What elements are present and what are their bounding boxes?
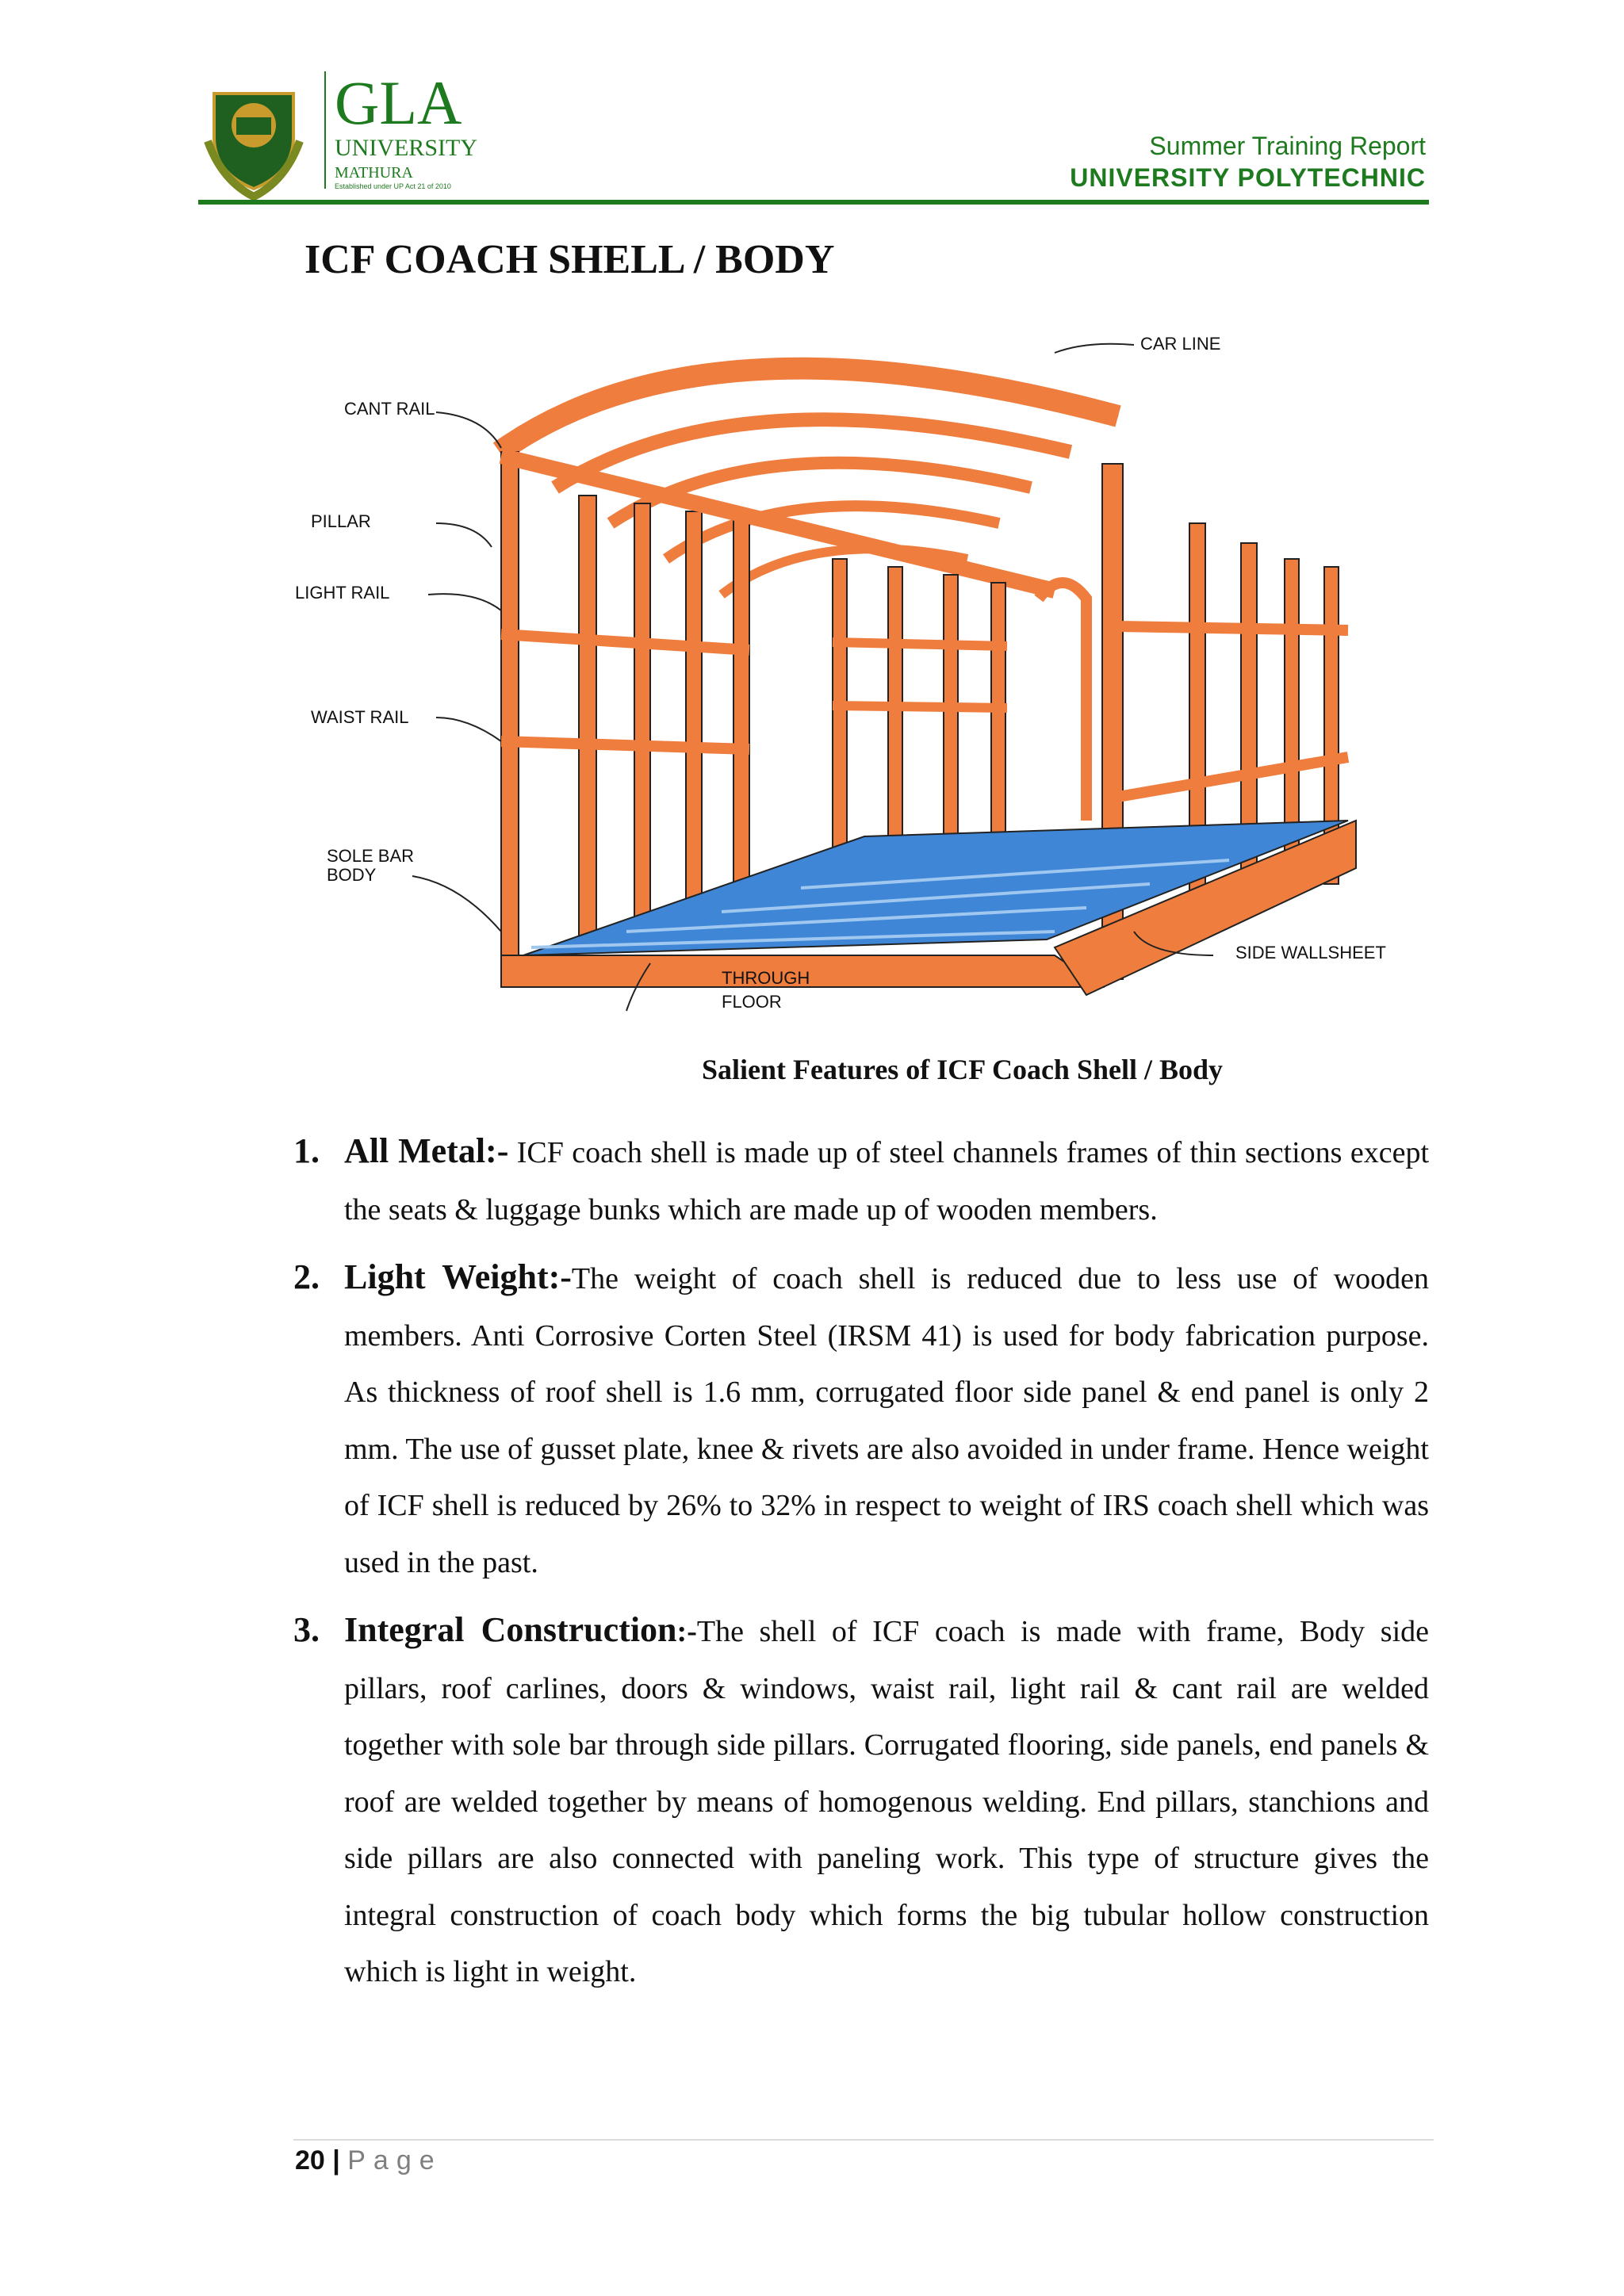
label-pillar: PILLAR bbox=[311, 511, 371, 531]
item-number: 1. bbox=[293, 1131, 320, 1170]
label-cant-rail: CANT RAIL bbox=[344, 399, 435, 419]
footer-separator: | bbox=[332, 2145, 340, 2175]
label-side-wallsheet: SIDE WALLSHEET bbox=[1235, 943, 1386, 962]
report-title: Summer Training Report bbox=[1149, 132, 1426, 160]
item-text: The shell of ICF coach is made with frame, Body side pillars, roof carlines, doors & windows, waist rail, light rail & cant rail are welded together with sole bar through side pillars. Corrugated flooring, side panels, end panels & roof are welded together by means of homogenous welding. End pillars, stanchions and side pillars are also connected with paneling work. This type of structure gives the integral construction of coach body which forms the big tubular hollow construction which is light in weight. bbox=[344, 1615, 1429, 1988]
page-footer bbox=[295, 2145, 442, 2176]
page-title: ICF COACH SHELL / BODY bbox=[304, 237, 835, 282]
coach-shell-diagram bbox=[293, 329, 1388, 1019]
page-word: Page bbox=[347, 2145, 442, 2175]
item-label: Light Weight:- bbox=[344, 1257, 572, 1296]
item-label: All Metal:- bbox=[344, 1131, 509, 1170]
label-sole-bar-body: BODY bbox=[327, 865, 377, 885]
label-floor: FLOOR bbox=[722, 992, 782, 1012]
front-side-frame bbox=[501, 452, 519, 959]
label-car-line: CAR LINE bbox=[1140, 334, 1221, 354]
logo-city: MATHURA bbox=[335, 164, 413, 182]
logo-note: Established under UP Act 21 of 2010 bbox=[335, 182, 451, 190]
university-logo bbox=[198, 62, 500, 205]
report-department: UNIVERSITY POLYTECHNIC bbox=[1070, 163, 1426, 192]
label-waist-rail: WAIST RAIL bbox=[311, 707, 409, 727]
item-text: ICF coach shell is made up of steel channels frames of thin sections except the seats & luggage bunks which are made up of wooden members. bbox=[344, 1136, 1430, 1226]
header-rule bbox=[198, 200, 1429, 205]
item-number: 2. bbox=[293, 1257, 320, 1296]
label-light-rail: LIGHT RAIL bbox=[295, 583, 390, 603]
page-number: 20 bbox=[295, 2145, 325, 2175]
item-text: The weight of coach shell is reduced due to less use of wooden members. Anti Corrosive Corten Steel (IRSM 41) is used for body fabrication purpose. As thickness of roof shell is 1.6 mm, corrugated floor side panel & end panel is only 2 mm. The use of gusset plate, knee & rivets are also avoided in under frame. Hence weight of ICF shell is reduced by 26% to 32% in respect to weight of IRS coach shell which was used in the past. bbox=[344, 1262, 1429, 1579]
item-number: 3. bbox=[293, 1610, 320, 1649]
label-sole-bar: SOLE BAR bbox=[327, 846, 415, 866]
logo-name: GLA bbox=[335, 68, 462, 137]
footer-rule bbox=[293, 2139, 1434, 2141]
item-label: Integral Construction bbox=[344, 1610, 677, 1649]
crest-icon bbox=[208, 94, 300, 197]
figure-caption: Salient Features of ICF Coach Shell / Body bbox=[702, 1054, 1224, 1085]
item-label-suffix: :- bbox=[676, 1615, 697, 1648]
logo-sub: UNIVERSITY bbox=[335, 135, 477, 161]
label-through: THROUGH bbox=[722, 968, 810, 988]
